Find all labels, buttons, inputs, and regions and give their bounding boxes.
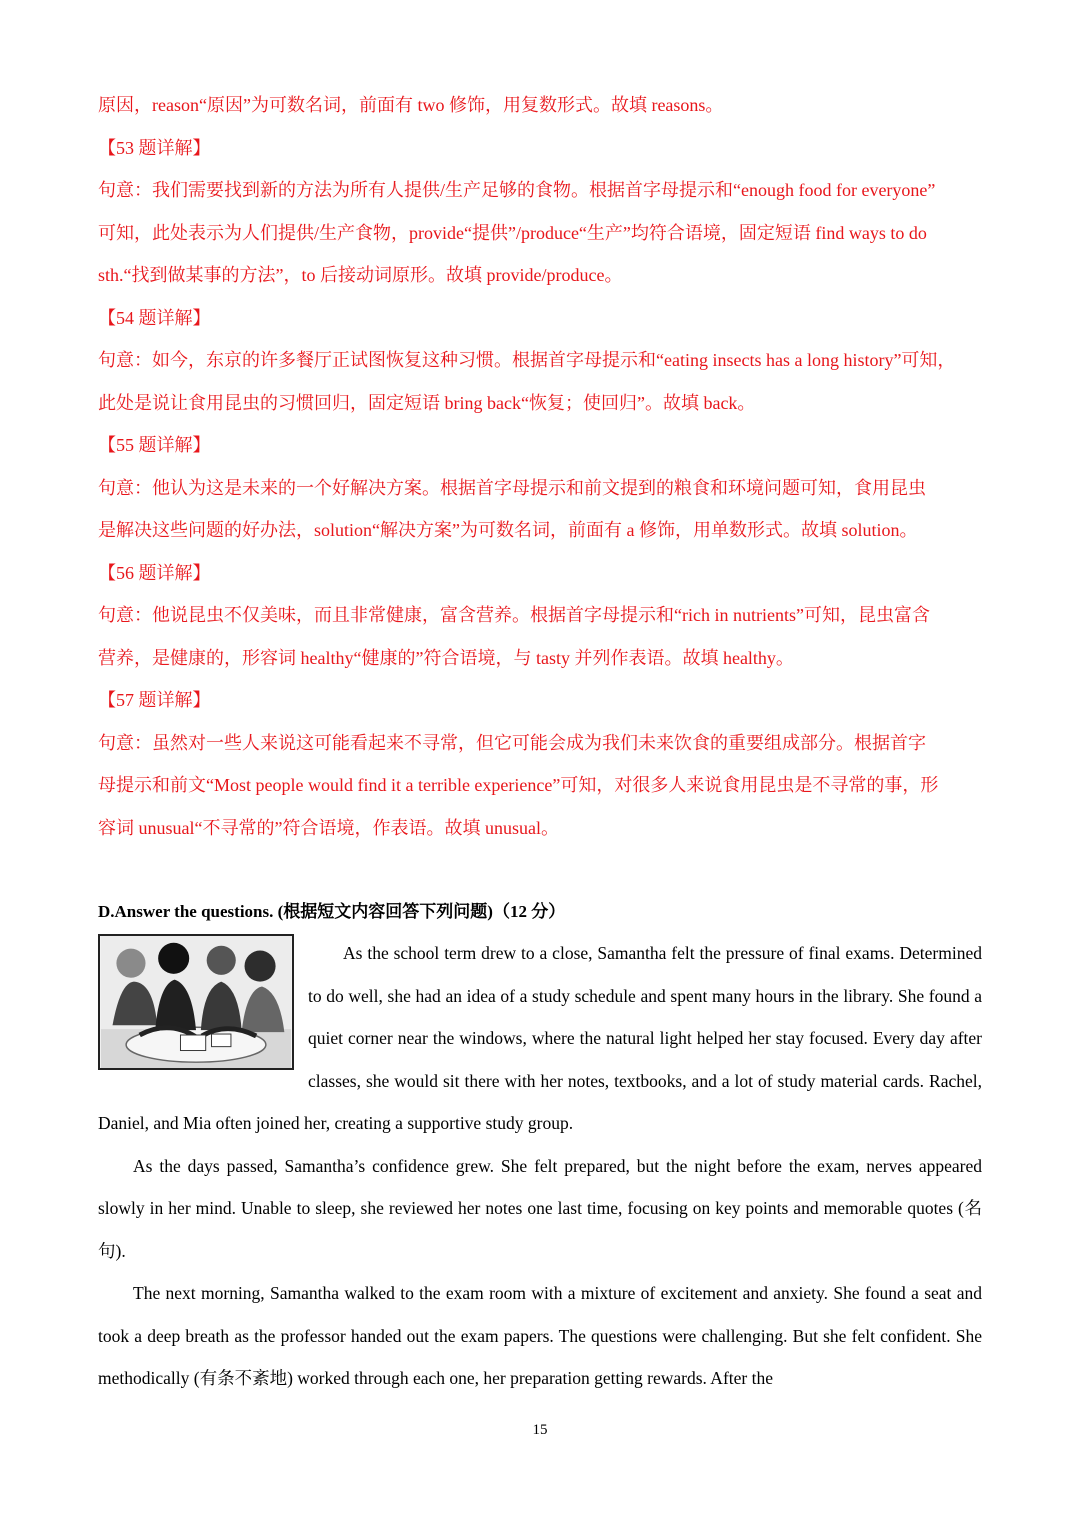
page-number: 15 (532, 1422, 548, 1438)
heading-56: 【56 题详解】 (98, 562, 211, 583)
section-d-title: D.Answer the questions. (根据短文内容回答下列问题)（12 分） (98, 902, 566, 921)
explanation-56-line-1: 句意：他说昆虫不仅美味，而且非常健康，富含营养。根据首字母提示和“rich in nutrients”可知，昆虫富含 (98, 605, 930, 625)
explanation-54-line-2: 此处是说让食用昆虫的习惯回归，固定短语 bring back“恢复；使回归”。故填 back。 (98, 392, 756, 413)
heading-53: 【53 题详解】 (98, 137, 211, 158)
explanation-54-line-1: 句意：如今，东京的许多餐厅正试图恢复这种习惯。根据首字母提示和“eating insects has a long history”可知， (98, 350, 956, 370)
explanation-55-line-2: 是解决这些问题的好办法，solution“解决方案”为可数名词，前面有 a 修饰，用单数形式。故填 solution。 (98, 520, 918, 540)
heading-55: 【55 题详解】 (98, 435, 211, 455)
students-studying-illustration (100, 936, 292, 1068)
students-photo (98, 934, 294, 1070)
explanation-57-line-3: 容词 unusual“不寻常的”符合语境，作表语。故填 unusual。 (98, 817, 559, 838)
passage-paragraph-1: As the school term drew to a close, Samantha felt the pressure of final exams. Determined to do well, she had an idea of a study schedule and spent many hours in the library. She found a quiet corner near the windows, where the natural light helped her stay focused. Every day after classes, she would sit there with her notes, textbooks, and a lot of study material cards. Rachel, Daniel, and Mia often joined her, creating a supportive study group. (98, 943, 982, 1133)
explanation-53-line-2: 可知，此处表示为人们提供/生产食物，provide“提供”/produce“生产”均符合语境，固定短语 find ways to do (98, 222, 927, 243)
passage-paragraph-3: The next morning, Samantha walked to the exam room with a mixture of excitement and anxiety. She found a seat and took a deep breath as the professor handed out the exam papers. The questions were challenging. But she felt confident. She methodically (有条不紊地) worked through each one, her preparation getting rewards. After the (98, 1283, 982, 1388)
explanation-53-line-1: 句意：我们需要找到新的方法为所有人提供/生产足够的食物。根据首字母提示和“enough food for everyone” (98, 180, 936, 200)
intro-line: 原因，reason“原因”为可数名词，前面有 two 修饰，用复数形式。故填 reasons。 (98, 95, 724, 115)
heading-54: 【54 题详解】 (98, 307, 211, 328)
explanation-53-line-3: sth.“找到做某事的方法”，to 后接动词原形。故填 provide/produce。 (98, 265, 623, 285)
answer-explanations (98, 84, 982, 849)
explanation-56-line-2: 营养，是健康的，形容词 healthy“健康的”符合语境，与 tasty 并列作表语。故填 healthy。 (98, 647, 794, 668)
reading-passage (98, 932, 982, 1400)
explanation-57-line-2: 母提示和前文“Most people would find it a terrible experience”可知，对很多人来说食用昆虫是不寻常的事，形 (98, 775, 939, 795)
explanation-57-line-1: 句意：虽然对一些人来说这可能看起来不寻常，但它可能会成为我们未来饮食的重要组成部分。根据首字 (98, 732, 926, 753)
passage-paragraph-2: As the days passed, Samantha’s confidence grew. She felt prepared, but the night before the exam, nerves appeared slowly in her mind. Unable to sleep, she reviewed her notes one last time, focusing on key points and memorable quotes (名句). (98, 1155, 982, 1261)
explanation-55-line-1: 句意：他认为这是未来的一个好解决方案。根据首字母提示和前文提到的粮食和环境问题可知，食用昆虫 (98, 477, 926, 498)
heading-57: 【57 题详解】 (98, 690, 211, 710)
